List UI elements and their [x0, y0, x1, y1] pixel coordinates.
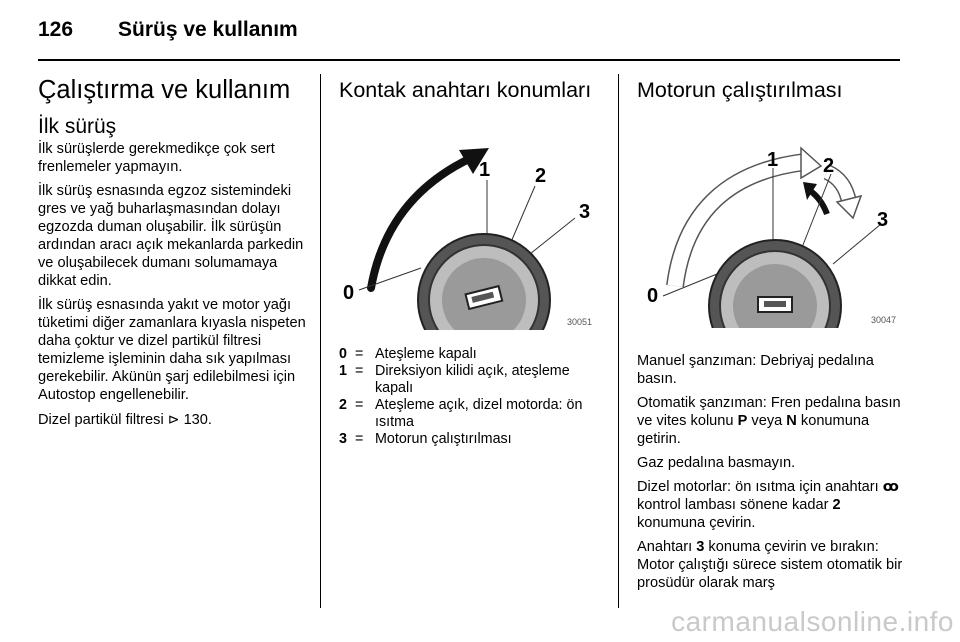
- list-eq: =: [355, 346, 364, 362]
- ignition-start-illustration: [637, 116, 905, 328]
- ignition-positions-figure: [339, 118, 601, 330]
- paragraph: İlk sürüş esnasında yakıt ve motor yağı tüketimi diğer zamanlara kıyasla nispeten daha çoktur ve dizel partikül filtresi temizleme işleminin daha sık yapılması gerekebilir. Akünün şarj edilebilmesi için Autostop engellenebilir.: [38, 297, 306, 403]
- cross-reference-page: 130.: [183, 412, 212, 428]
- section-title: Sürüş ve kullanım: [118, 18, 298, 41]
- header-rule: [38, 59, 900, 61]
- paragraph: Gaz pedalına basmayın.: [637, 455, 796, 471]
- figure-code: 30051: [567, 317, 593, 327]
- gear-n-label: N: [786, 413, 797, 429]
- page-number: 126: [38, 18, 74, 41]
- subsection-title: İlk sürüş: [38, 115, 117, 138]
- paragraph: [637, 538, 905, 592]
- list-key: 2: [339, 397, 347, 413]
- figure-label-1: 1: [767, 149, 779, 171]
- column-first-drive: [38, 74, 310, 435]
- cross-reference[interactable]: [38, 410, 310, 429]
- list-eq: =: [355, 397, 364, 413]
- section-heading: Kontak anahtarı konumları: [339, 78, 592, 102]
- list-value: Direksiyon kilidi açık, ateşleme kapalı: [375, 363, 570, 396]
- position-3-label: 3: [696, 539, 705, 555]
- ignition-switch-illustration: [339, 118, 601, 330]
- list-eq: =: [355, 363, 364, 379]
- list-item: [339, 397, 601, 431]
- text-span: konumuna çevirin.: [637, 515, 756, 531]
- column-engine-start: [637, 74, 905, 598]
- page-ref-arrow-icon: ⊳: [167, 411, 180, 427]
- paragraph: [637, 394, 905, 448]
- list-value: Ateşleme kapalı: [375, 346, 477, 362]
- paragraph: [637, 478, 905, 532]
- paragraph: İlk sürüş esnasında egzoz sistemindeki gres ve yağ buharlaşmasından dolayı egzozda duman oluşabilir. İlk sürüşün ardından aracı açık mekanlarda parkedin ve oluşabilecek dumanı solumamaya dikkat edin.: [38, 183, 304, 289]
- list-item: [339, 363, 601, 397]
- text-span: konuma çevirin ve bırakın: Motor çalıştığı sürece sistem otomatik bir prosüdür olarak marş: [637, 539, 903, 591]
- text-span: konumuna getirin.: [637, 413, 870, 447]
- engine-start-figure: [637, 116, 905, 328]
- paragraph: İlk sürüşlerde gerekmedikçe çok sert frenlemeler yapmayın.: [38, 141, 275, 175]
- column-key-positions: [339, 74, 601, 448]
- position-list: [339, 346, 601, 448]
- list-value: Motorun çalıştırılması: [375, 431, 512, 447]
- section-heading: Motorun çalıştırılması: [637, 78, 843, 102]
- column-divider-2: [618, 74, 619, 608]
- paragraph: Manuel şanzıman: Debriyaj pedalına basın.: [637, 353, 874, 387]
- gear-p-label: P: [737, 413, 748, 429]
- figure-label-1: 1: [479, 159, 491, 181]
- watermark: carmanualsonline.info: [671, 606, 954, 637]
- cross-reference-text: Dizel partikül filtresi: [38, 412, 164, 428]
- column-divider-1: [320, 74, 321, 608]
- list-item: [339, 431, 601, 448]
- figure-label-2: 2: [823, 155, 835, 177]
- text-span: Dizel motorlar: ön ısıtma için anahtarı: [637, 479, 879, 495]
- list-key: 0: [339, 346, 347, 362]
- figure-label-3: 3: [579, 201, 591, 223]
- figure-label-0: 0: [647, 285, 659, 307]
- position-2-label: 2: [832, 497, 841, 513]
- list-key: 1: [339, 363, 347, 379]
- figure-code: 30047: [871, 315, 897, 325]
- text-span: Anahtarı: [637, 539, 693, 555]
- list-key: 3: [339, 431, 347, 447]
- figure-label-0: 0: [343, 282, 355, 304]
- list-item: [339, 346, 601, 363]
- text-span: kontrol lambası sönene kadar: [637, 497, 829, 513]
- engine-start-text: [637, 352, 905, 592]
- figure-label-3: 3: [877, 209, 889, 231]
- preheat-coil-icon: ꝏ: [882, 479, 899, 495]
- list-eq: =: [355, 431, 364, 447]
- figure-label-2: 2: [535, 165, 547, 187]
- text-span: Otomatik şanzıman: Fren pedalına basın ve vites kolunu: [637, 395, 901, 429]
- text-span: veya: [751, 413, 783, 429]
- chapter-title: Çalıştırma ve kullanım: [38, 76, 291, 104]
- list-value: Ateşleme açık, dizel motorda: ön ısıtma: [375, 397, 583, 430]
